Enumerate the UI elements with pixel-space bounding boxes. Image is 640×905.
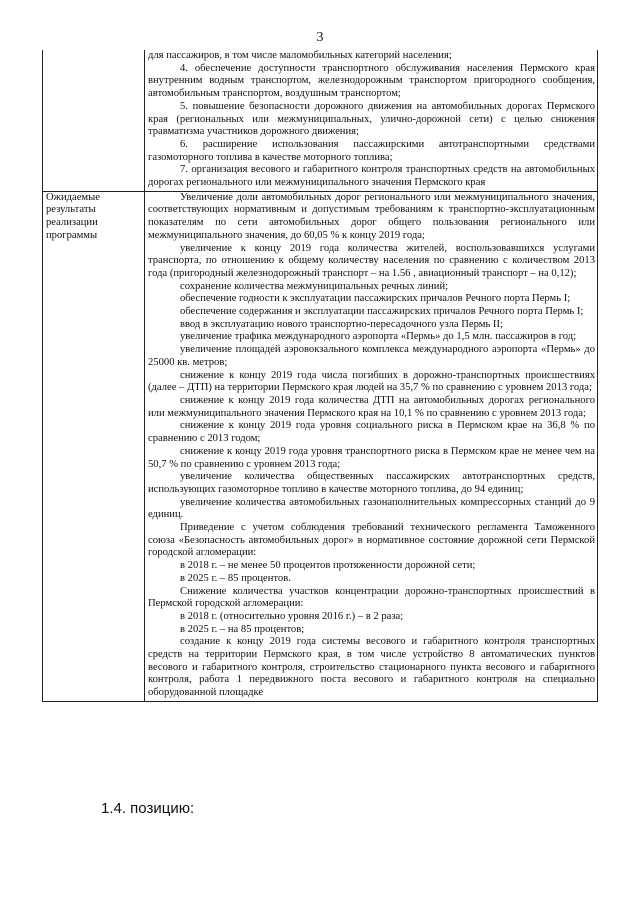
results-line: снижение к концу 2019 года количества ДТП на автомобильных дорогах регионального или межмуниципального значения Пермского края на 10,1 % по сравнению с уровнем 2013 года;	[148, 394, 595, 419]
results-line: увеличение площадей аэровокзального комплекса международного аэропорта «Пермь» до 25000 кв. метров;	[148, 344, 595, 368]
results-line: Увеличение доли автомобильных дорог регионального или межмуниципального значения, соответствующих нормативным и допустимым требованиям к транспортно-эксплуатационным показателям по сети автомобильных дорог общего пользования регионального или межмуниципального значения, до 60,05 % к концу 2019 года;	[148, 191, 595, 241]
results-line: обеспечение годности к эксплуатации пассажирских причалов Речного порта Пермь I;	[180, 293, 571, 305]
results-line: в 2018 г. – не менее 50 процентов протяженности дорожной сети;	[180, 560, 476, 572]
tasks-content-cell	[145, 50, 598, 191]
results-content-cell	[145, 191, 598, 701]
table-row-tasks	[43, 50, 598, 191]
results-line: в 2018 г. (относительно уровня 2016 г.) – в 2 раза;	[180, 610, 404, 622]
table-row-results	[43, 191, 598, 701]
results-label-cell	[43, 191, 145, 701]
section-heading: 1.4. позицию:	[101, 800, 195, 817]
results-line: Снижение количества участков концентрации дорожно-транспортных происшествий в Пермской городской агломерации:	[148, 585, 595, 610]
program-passport-table	[42, 50, 598, 702]
results-line: ввод в эксплуатацию нового транспортно-пересадочного узла Пермь II;	[180, 318, 503, 330]
results-line: снижение к концу 2019 года уровня социального риска в Пермском крае на 36,8 % по сравнению с 2013 годом;	[148, 420, 595, 445]
results-line: создание к концу 2019 года системы весового и габаритного контроля транспортных средств на территории Пермского края, в том числе устройство 8 автоматических пунктов весового и габаритного контроля, строительство стационарного пункта весового и габаритного контроля, работа 1 передвижного поста весового и габаритного контроля на специально оборудованной площадке	[148, 636, 595, 699]
results-line: снижение к концу 2019 года числа погибших в дорожно-транспортных происшествиях (далее – ДТП) на территории Пермского края людей на 35,7 % по сравнению с уровнем 2013 года;	[148, 369, 595, 394]
results-line: обеспечение содержания и эксплуатации пассажирских причалов Речного порта Пермь I;	[180, 306, 584, 318]
tasks-line: 7. организация весового и габаритного контроля транспортных средств на автомобильных дорогах регионального или межмуниципального значения Пермского края	[148, 164, 595, 189]
tasks-line: 5. повышение безопасности дорожного движения на автомобильных дорогах Пермского края (региональных или межмуниципальных, улично-дорожной сети) с целью снижения травматизма участников дорожного движения;	[148, 100, 595, 138]
results-line: увеличение количества общественных пассажирских автотранспортных средств, использующих газомоторное топливо в качестве моторного топлива, до 94 единиц;	[148, 471, 595, 495]
results-line: в 2025 г. – 85 процентов.	[180, 572, 291, 584]
results-line: увеличение к концу 2019 года количества жителей, воспользовавшихся услугами транспорта, по отношению к общему количеству населения по сравнению с количеством 2013 года (пригородный железнодорожный транспорт – на 1.56 , авиационный транспорт – на 0,12);	[148, 242, 595, 279]
tasks-line: 4. обеспечение доступности транспортного обслуживания населения Пермского края внутренним водным транспортом, железнодорожным транспортом пригородного сообщения, автомобильным транспортом, воздушным транспортом;	[148, 62, 595, 100]
results-line: Приведение с учетом соблюдения требований технического регламента Таможенного союза «Безопасность автомобильных дорог» в нормативное состояние дорожной сети Пермской городской агломерации:	[148, 522, 595, 559]
results-line: увеличение количества автомобильных газонаполнительных компрессорных станций до 9 единиц.	[148, 496, 595, 521]
results-line: увеличение трафика международного аэропорта «Пермь» до 1,5 млн. пассажиров в год;	[180, 331, 577, 343]
results-line: в 2025 г. – на 85 процентов;	[180, 623, 305, 635]
tasks-label-cell	[43, 50, 145, 191]
page-number: 3	[316, 30, 324, 45]
results-line: снижение к концу 2019 года уровня транспортного риска в Пермском крае не менее чем на 50,7 % по сравнению с уровнем 2013 года;	[148, 445, 595, 470]
results-line: сохранение количества межмуниципальных речных линий;	[180, 280, 449, 292]
tasks-line: 6. расширение использования пассажирскими автотранспортными средствами газомоторного топлива в качестве моторного топлива;	[148, 138, 595, 163]
tasks-line: для пассажиров, в том числе маломобильных категорий населения;	[148, 50, 452, 61]
results-label: Ожидаемые результаты реализации программы	[46, 191, 100, 241]
